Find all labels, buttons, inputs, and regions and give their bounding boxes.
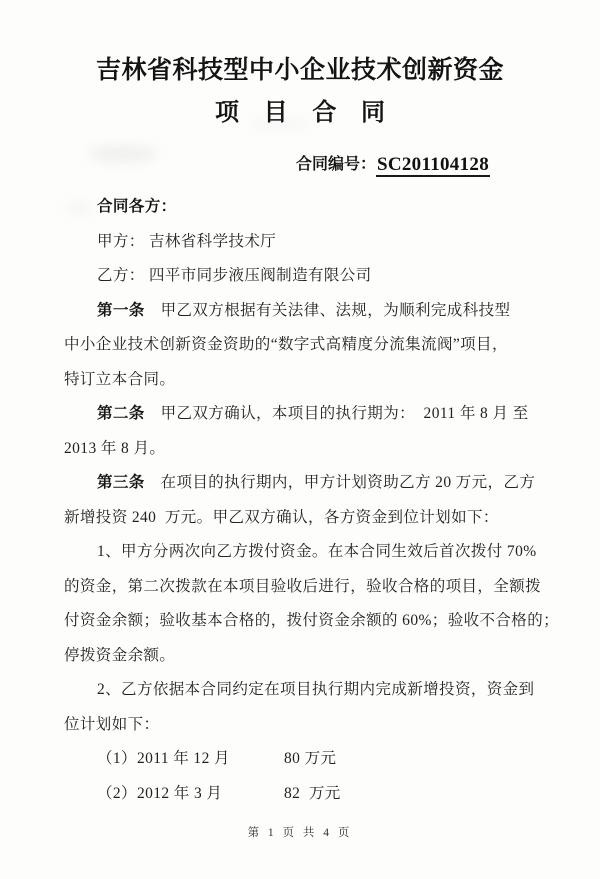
scan-smudge: [88, 146, 158, 162]
body-line: [64, 708, 544, 743]
document-body: [64, 190, 559, 811]
document-title-line1: 吉林省科技型中小企业技术创新资金: [95, 56, 504, 84]
body-line: [64, 742, 544, 777]
line-text: 特订立本合同。: [64, 370, 176, 388]
line-text: 2013 年 8 月。: [64, 439, 166, 457]
body-line: [64, 225, 544, 260]
line-text: 甲乙双方确认，本项目的执行期为： 2011 年 8 月 至: [144, 405, 529, 422]
body-line: [64, 501, 544, 536]
contract-number-value: SC201104128: [376, 154, 489, 175]
line-text: 乙方： 四平市同步液压阀制造有限公司: [97, 267, 372, 284]
body-line: [64, 466, 544, 501]
body-line: [64, 570, 544, 605]
line-text: 付资金余额；验收基本合格的，拨付资金余额的 60%；验收不合格的；: [64, 612, 559, 629]
body-line: [64, 328, 544, 363]
line-text: 位计划如下：: [64, 715, 160, 733]
body-line: [64, 673, 544, 708]
line-bold-prefix: 第三条: [97, 474, 145, 491]
contract-number-label: 合同编号：: [295, 156, 376, 173]
line-text: 1、甲方分两次向乙方拨付资金。在本合同生效后首次拨付 70%: [97, 543, 537, 560]
body-line: [64, 397, 544, 432]
line-text: 甲方： 吉林省科学技术厅: [97, 232, 277, 250]
schedule-date: （2）2012 年 3 月: [97, 784, 223, 802]
line-bold-prefix: 第一条: [97, 301, 145, 319]
body-line: [64, 259, 544, 294]
body-line: [64, 294, 544, 329]
body-line: [64, 535, 544, 570]
contract-number-line: [280, 133, 490, 194]
body-line: [64, 639, 544, 674]
schedule-date: （1）2011 年 12 月: [97, 750, 230, 767]
document-title-line2: 项 目 合 同: [214, 99, 394, 126]
body-line: [64, 190, 544, 225]
line-text: 的资金，第二次拨款在本项目验收后进行，验收合格的项目，全额拨: [64, 577, 542, 595]
line-bold-prefix: 合同各方：: [97, 198, 177, 215]
line-text: 在项目的执行期内，甲方计划资助乙方 20 万元，乙方: [144, 474, 536, 491]
body-line: [64, 604, 559, 639]
schedule-amount: 80 万元: [284, 750, 337, 767]
body-line: [64, 432, 544, 467]
line-bold-prefix: 第二条: [97, 405, 145, 422]
line-text: 2、乙方依据本合同约定在项目执行期内完成新增投资，资金到: [97, 681, 535, 698]
line-text: 中小企业技术创新资金资助的“数字式高精度分流集流阀”项目，: [64, 336, 508, 353]
line-text: 新增投资 240 万元。甲乙双方确认，各方资金到位计划如下：: [64, 508, 499, 526]
body-line: [64, 363, 544, 398]
body-line: [64, 777, 544, 812]
line-text: 甲乙双方根据有关法律、法规，为顺利完成科技型: [144, 301, 511, 319]
schedule-amount: 82 万元: [284, 784, 341, 802]
line-text: 停拨资金余额。: [64, 646, 176, 664]
page-number-indicator: 第 1 页 共 4 页: [247, 827, 353, 839]
